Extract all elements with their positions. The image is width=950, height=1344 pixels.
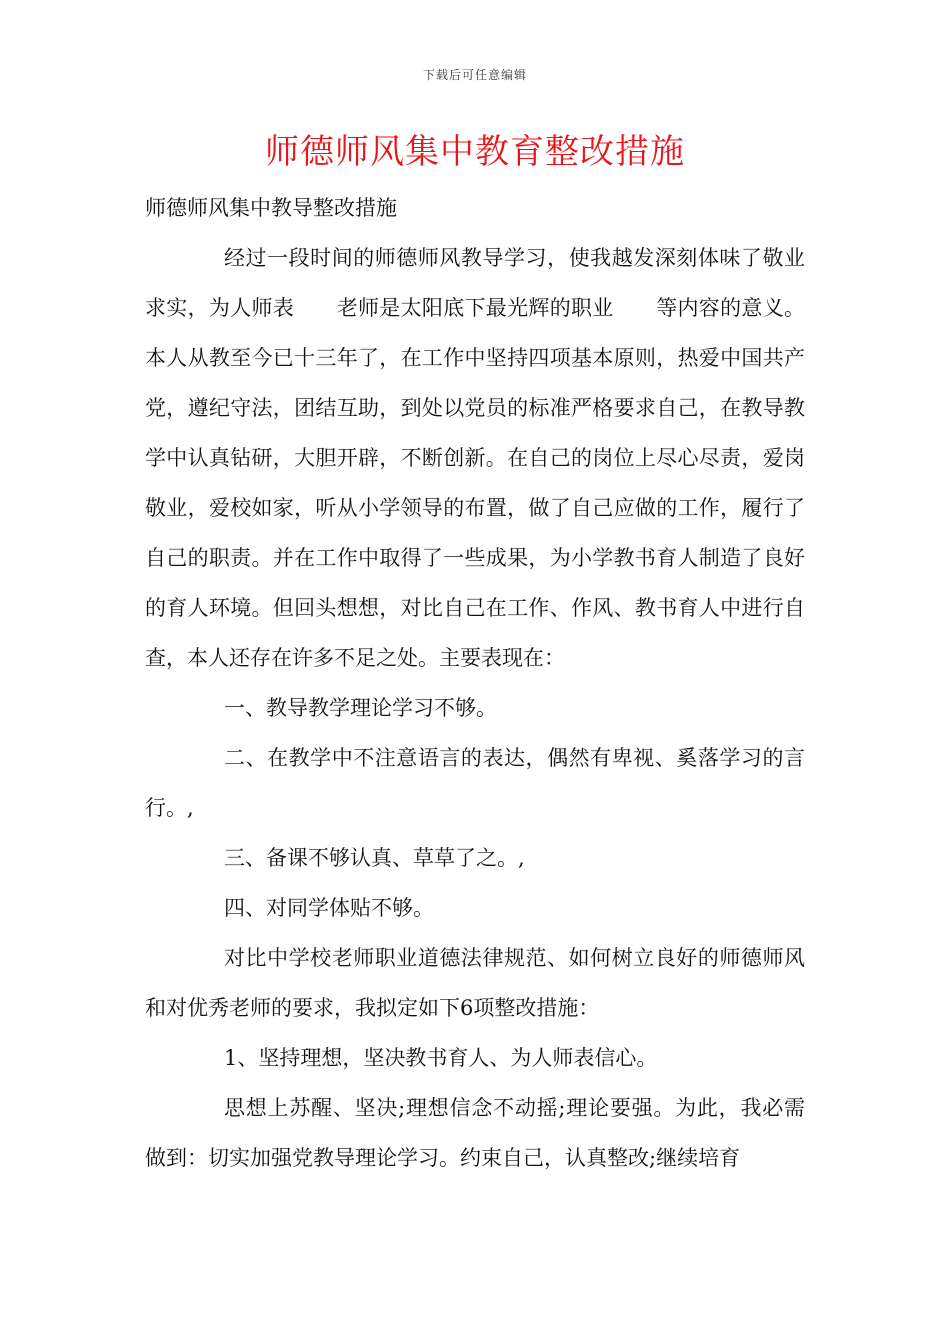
paragraph-measures-intro: 对比中学校老师职业道德法律规范、如何树立良好的师德师风和对优秀老师的要求，我拟定如下6项整改措施： bbox=[145, 946, 805, 1020]
paragraph-item-4: 四、对同学体贴不够。 bbox=[224, 896, 434, 920]
document-body bbox=[145, 183, 805, 1183]
paragraph-intro: 经过一段时间的师德师风教导学习，使我越发深刻体味了敬业求实，为人师表 老师是太阳底下最光辉的职业 等内容的意义。本人从教至今已十三年了，在工作中坚持四项基本原则，热爱中国共产党，遵纪守法，团结互助，到处以党员的标准严格要求自己，在教导教学中认真钻研，大胆开辟，不断创新。在自己的岗位上尽心尽责，爱岗敬业，爱校如家，听从小学领导的布置，做了自己应做的工作，履行了自己的职责。并在工作中取得了一些成果，为小学教书育人制造了良好的育人环境。但回头想想，对比自己在工作、作风、教书育人中进行自查，本人还存在许多不足之处。主要表现在： bbox=[145, 246, 805, 670]
header-note: 下载后可任意编辑 bbox=[422, 68, 527, 82]
document-title: 师德师风集中教育整改措施 bbox=[265, 132, 685, 172]
paragraph-measure-1-detail: 思想上苏醒、坚决;理想信念不动摇;理论要强。为此，我必需做到：切实加强党教导理论学习。约束自己，认真整改;继续培育 bbox=[145, 1096, 805, 1170]
paragraph-item-3: 三、备课不够认真、草草了之。, bbox=[224, 846, 525, 870]
paragraph-item-1: 一、教导教学理论学习不够。 bbox=[224, 696, 497, 720]
document-subtitle: 师德师风集中教导整改措施 bbox=[145, 196, 397, 220]
paragraph-item-2: 二、在教学中不注意语言的表达，偶然有卑视、奚落学习的言行。, bbox=[145, 746, 805, 820]
paragraph-measure-1: 1、坚持理想，坚决教书育人、为人师表信心。 bbox=[224, 1046, 658, 1070]
